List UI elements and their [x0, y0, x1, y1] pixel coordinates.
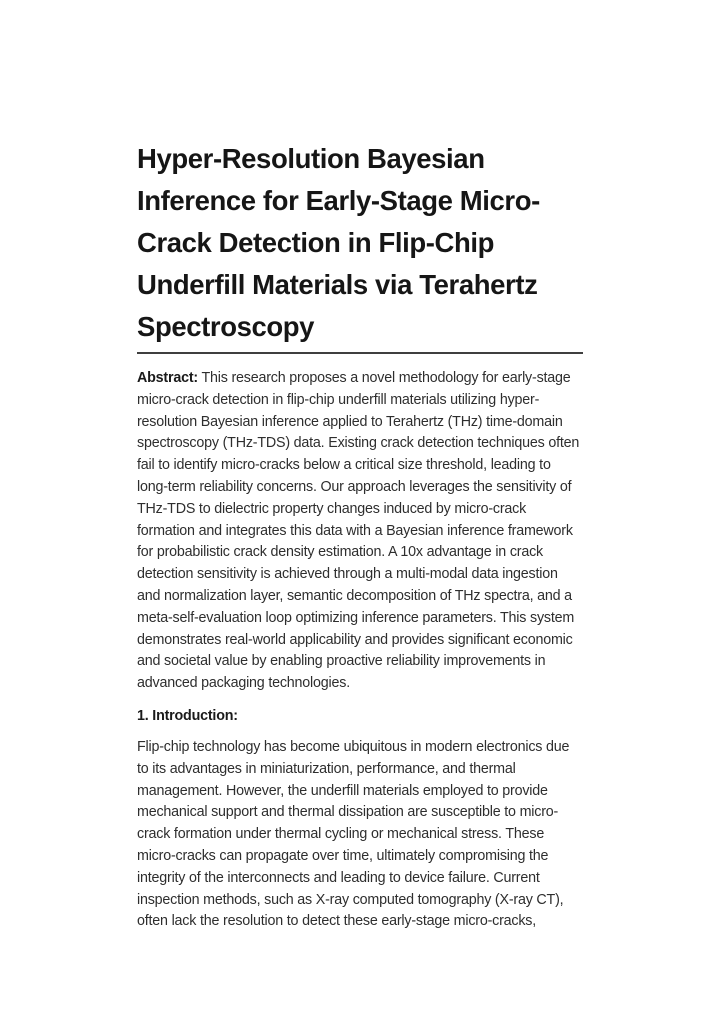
abstract-text: This research proposes a novel methodology for early-stage micro-crack detection in flip-chip underfill materials utilizing hyper-resolution Bayesian inference applied to Terahertz (THz) time-domain spectroscopy (THz-TDS) data. Existing crack detection techniques often fail to identify micro-cracks below a critical size threshold, leading to long-term reliability concerns. Our approach leverages the sensitivity of THz-TDS to dielectric property changes induced by micro-crack formation and integrates this data with a Bayesian inference framework for probabilistic crack density estimation. A 10x advantage in crack detection sensitivity is achieved through a multi-modal data ingestion and normalization layer, semantic decomposition of THz spectra, and a meta-self-evaluation loop optimizing inference parameters. This system demonstrates real-world applicability and provides significant economic and societal value by enabling proactive reliability improvements in advanced packaging technologies. — [137, 370, 580, 692]
introduction-paragraph: Flip-chip technology has become ubiquitous in modern electronics due to its advantages in miniaturization, performance, and thermal management. However, the underfill materials employed to provide mechanical support and thermal dissipation are susceptible to micro-crack formation under thermal cycling or mechanical stress. These micro-cracks can propagate over time, ultimately compromising the integrity of the interconnects and leading to device failure. Current inspection methods, such as X-ray computed tomography (X-ray CT), often lack the resolution to detect these early-stage micro-cracks, — [137, 738, 570, 930]
abstract-paragraph — [137, 368, 583, 695]
title-divider — [137, 352, 583, 354]
abstract-label: Abstract: — [137, 370, 198, 386]
paper-title: Hyper-Resolution Bayesian Inference for Early-Stage Micro-Crack Detection in Flip-Chip Underfill Materials via Terahertz Spectroscopy — [137, 143, 540, 342]
section-heading-introduction: 1. Introduction: — [137, 707, 238, 724]
